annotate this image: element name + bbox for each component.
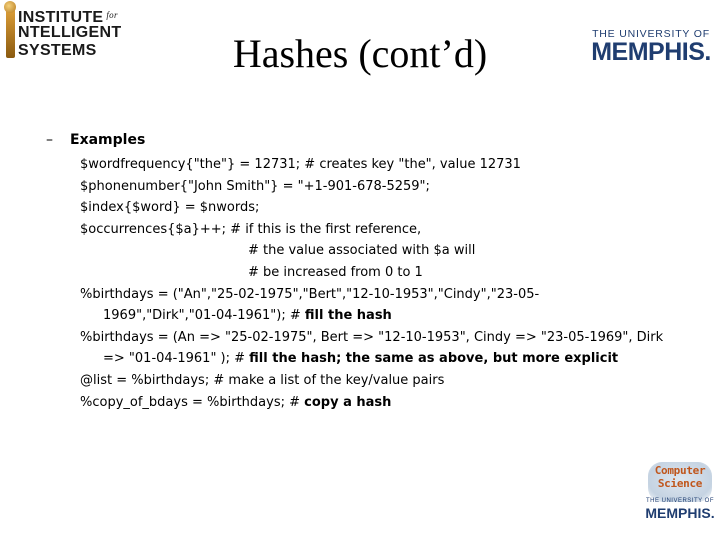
bullet-label: Examples — [70, 132, 146, 148]
institute-logo-line2: NTELLIGENT — [18, 24, 122, 41]
code-line: # the value associated with $a will — [248, 243, 476, 259]
computer-science-logo — [644, 460, 716, 528]
code-line: # be increased from 0 to 1 — [248, 264, 423, 280]
code-line: $phonenumber{"John Smith"} = "+1-901-678-5259"; — [80, 178, 430, 194]
university-logo-top: THE UNIVERSITY OF — [592, 28, 710, 40]
code-line: $wordfrequency{"the"} = 12731; # creates key "the", value 12731 — [80, 157, 521, 172]
cs-logo-univ: THE UNIVERSITY OF — [645, 498, 715, 504]
slide-title: Hashes (cont’d) — [232, 31, 488, 76]
code-line: @list = %birthdays; # make a list of the key/value pairs — [80, 372, 445, 388]
institute-logo-line1: INSTITUTE — [18, 9, 104, 26]
bullet-dash: – — [46, 132, 53, 148]
code-line: => "01-04-1961" ); # fill the hash; the same as above, but more explicit — [103, 351, 619, 367]
institute-logo-line3: SYSTEMS — [18, 42, 97, 59]
code-line: $index{$word} = $nwords; — [80, 200, 260, 216]
university-logo-main: MEMPHIS. — [591, 38, 711, 66]
university-logo — [588, 28, 714, 64]
logo-i-dot — [4, 1, 16, 13]
institute-logo-for: for — [106, 10, 118, 20]
cs-logo-line2: Science — [657, 477, 703, 490]
cs-logo-main: MEMPHIS. — [645, 505, 715, 521]
code-line: %copy_of_bdays = %birthdays; # copy a hash — [80, 394, 392, 410]
code-line: %birthdays = (An => "25-02-1975", Bert => "12-10-1953", Cindy => "23-05-1969", Dirk — [80, 329, 664, 345]
code-line: 1969","Dirk","01-04-1961"); # fill the hash — [103, 308, 392, 324]
cs-logo-line1: Computer — [654, 464, 706, 477]
code-line: %birthdays = ("An","25-02-1975","Bert","12-10-1953","Cindy","23-05- — [80, 286, 540, 302]
code-line: $occurrences{$a}++; # if this is the first reference, — [80, 221, 422, 237]
code-examples — [80, 154, 692, 413]
